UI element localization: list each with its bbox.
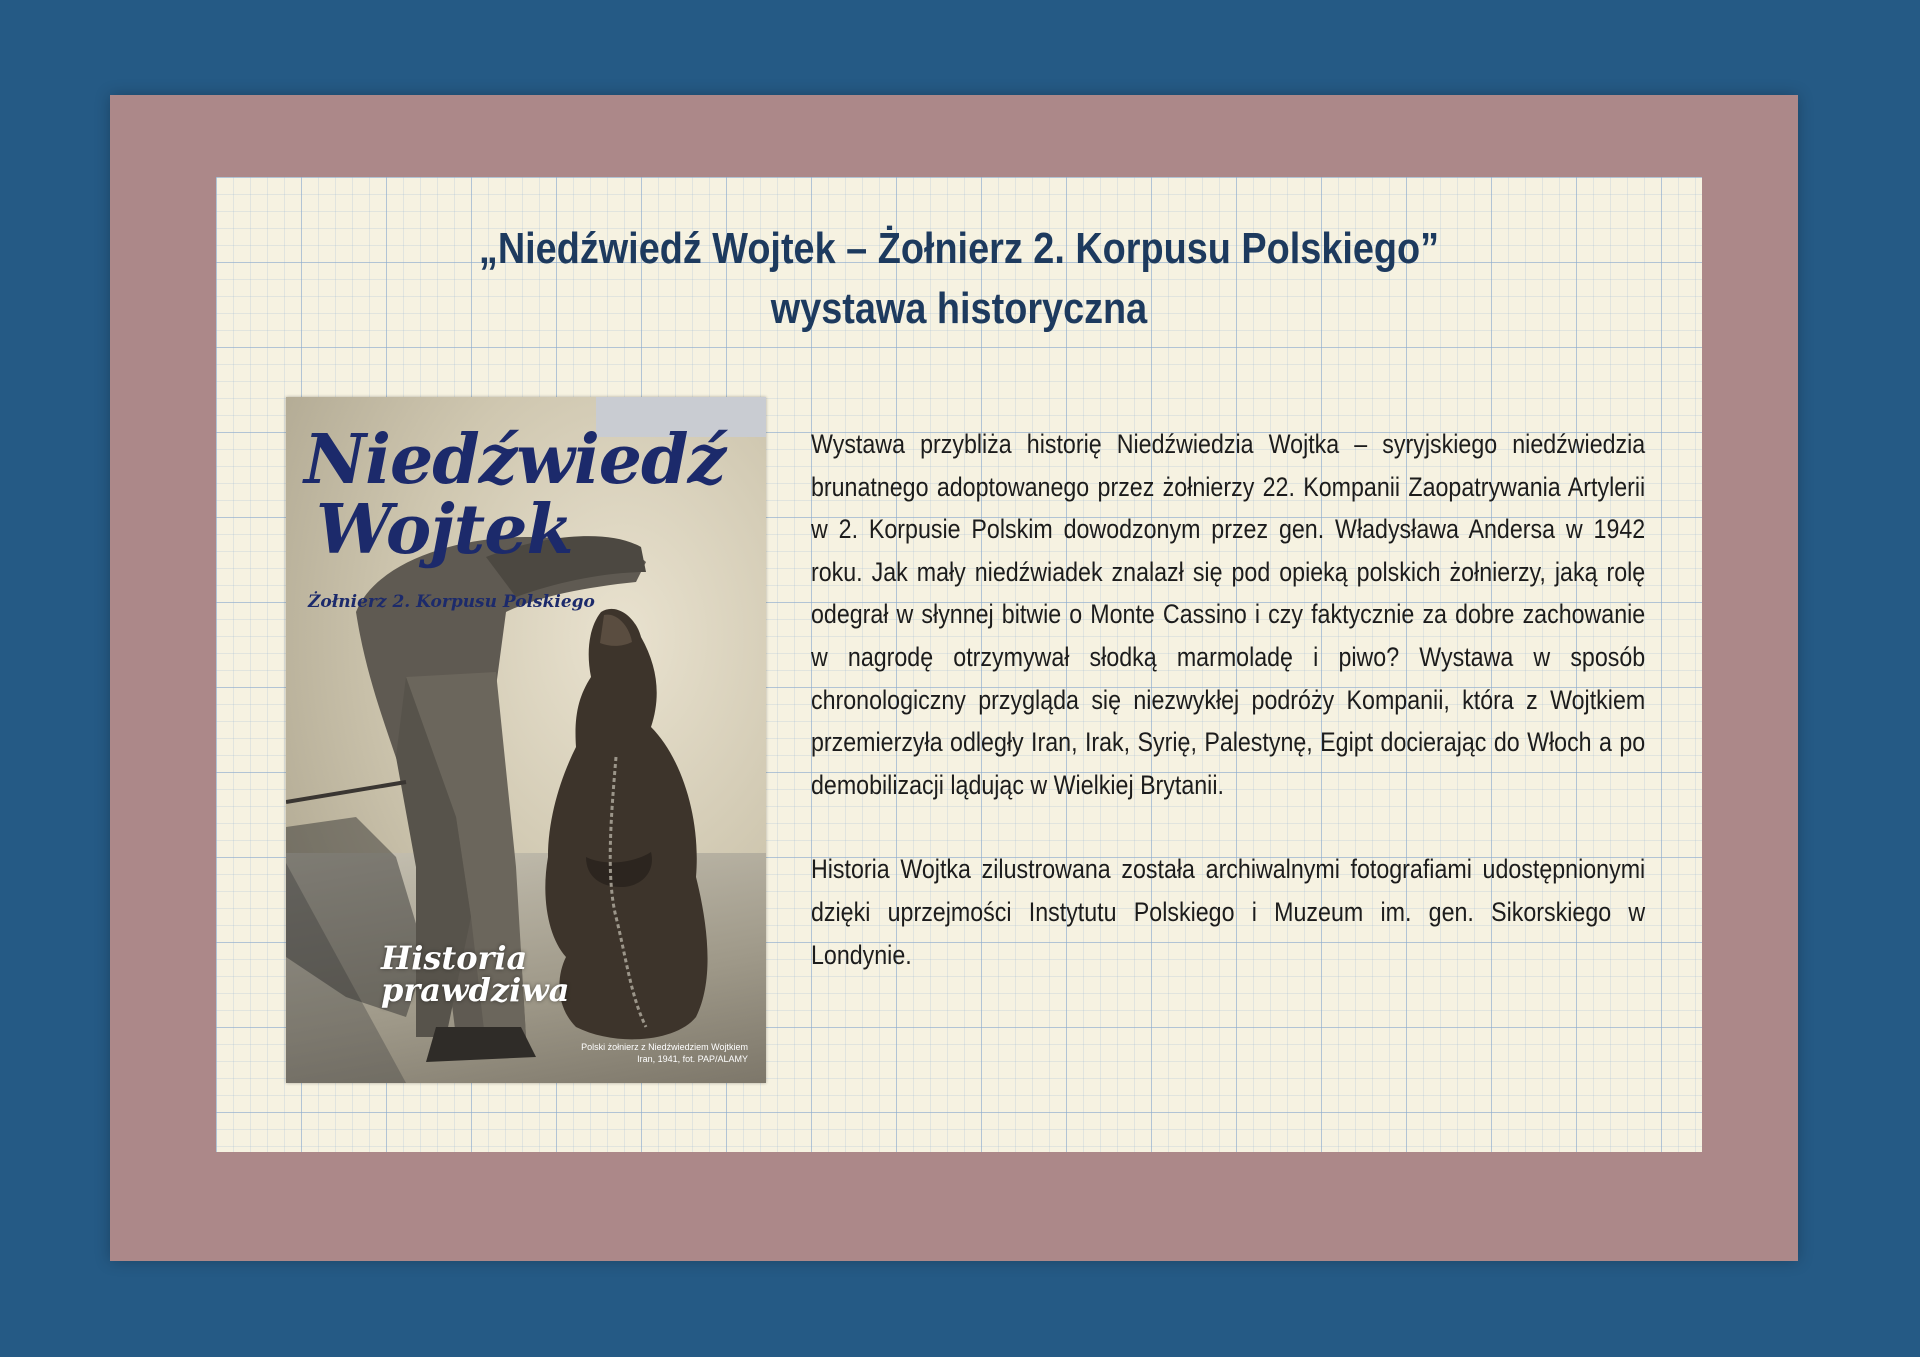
description-paragraph-1: Wystawa przybliża historię Niedźwiedzia Wojtka – syryjskiego niedźwiedzia brunatnego adoptowanego przez żołnierzy 22. Kompanii Zaopatrywania Artylerii w 2. Korpusie Polskim dowodzonym przez gen. Władysława Andersa w 1942 roku. Jak mały niedźwiadek znalazł się pod opieką polskich żołnierzy, jaką rolę odegrał w słynnej bitwie o Monte Cassino i czy faktycznie za dobre zachowanie w nagrodę otrzymywał słodką marmoladę i piwo? Wystawa w sposób chronologiczny przygląda się niezwykłej podróży Kompanii, która z Wojtkiem przemierzyła odległy Iran, Irak, Syrię, Palestynę, Egipt docierając do Włoch a po demobilizacji lądując w Wielkiej Brytanii. — [811, 429, 1646, 800]
poster-photo-caption: Polski żołnierz z Niedźwiedziem Wojtkiem Iran, 1941, fot. PAP/ALAMY — [581, 1042, 748, 1064]
description-paragraph-2: Historia Wojtka zilustrowana została archiwalnymi fotografiami udostępnionymi dzięki uprzejmości Instytutu Polskiego i Muzeum im. gen. Sikorskiego w Londynie. — [811, 854, 1646, 970]
exhibition-poster — [286, 397, 766, 1083]
exhibition-description — [811, 423, 1645, 976]
poster-title: Niedźwiedź Wojtek — [304, 420, 726, 570]
title-line-1: „Niedźwiedź Wojtek – Żołnierz 2. Korpusu Polskiego” — [478, 224, 1440, 273]
poster-subtitle: Żołnierz 2. Korpusu Polskiego — [308, 592, 595, 612]
poster-tagline: Historia prawdziwa — [381, 939, 570, 1009]
exhibition-title — [320, 219, 1598, 339]
graph-paper-panel — [216, 177, 1702, 1152]
title-line-2: wystawa historyczna — [770, 284, 1148, 333]
